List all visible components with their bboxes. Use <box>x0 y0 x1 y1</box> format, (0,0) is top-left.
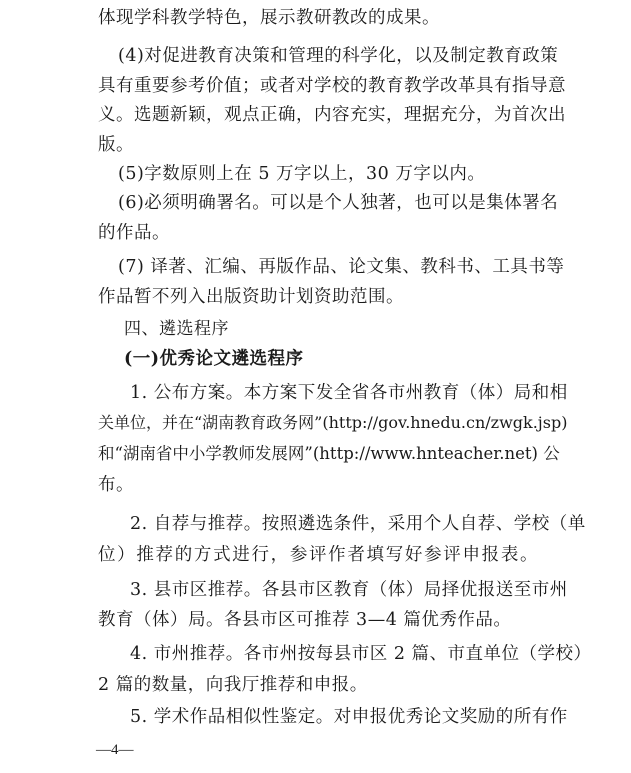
text-line: 体现学科教学特色，展示教研教改的成果。 <box>98 8 440 28</box>
text-line: 义。选题新颖，观点正确，内容充实，理据充分，为首次出 <box>98 105 566 125</box>
text-line: 3. 县市区推荐。各县市区教育（体）局择优报送至市州 <box>130 580 568 600</box>
text-line: 的作品。 <box>98 223 170 243</box>
text-line: 布。 <box>98 475 134 495</box>
text-line: 关单位，并在“湖南教育政务网”(http://gov.hnedu.cn/zwgk.jsp) <box>98 413 568 432</box>
text-line: 1. 公布方案。本方案下发全省各市州教育（体）局和相 <box>130 383 568 403</box>
text-line: 2. 自荐与推荐。按照遴选条件，采用个人自荐、学校（单 <box>130 514 586 534</box>
text-line: (4)对促进教育决策和管理的科学化，以及制定教育政策 <box>118 46 559 66</box>
text-line: 教育（体）局。各县市区可推荐 3—4 篇优秀作品。 <box>98 610 512 630</box>
text-line: 4. 市州推荐。各市州按每县市区 2 篇、市直单位（学校） <box>130 644 592 664</box>
text-line: 5. 学术作品相似性鉴定。对申报优秀论文奖励的所有作 <box>130 707 568 727</box>
text-line: 2 篇的数量，向我厅推荐和申报。 <box>98 675 368 695</box>
text-line: 具有重要参考价值；或者对学校的教育教学改革具有指导意 <box>98 76 566 96</box>
text-line: (6)必须明确署名。可以是个人独著，也可以是集体署名 <box>118 193 559 213</box>
text-line: (7) 译著、汇编、再版作品、论文集、教科书、工具书等 <box>118 257 565 277</box>
text-line: 位）推荐的方式进行，参评作者填写好参评申报表。 <box>98 545 538 565</box>
text-line: 作品暂不列入出版资助计划资助范围。 <box>98 287 404 307</box>
text-line: 版。 <box>98 135 134 155</box>
page-number: —4— <box>96 742 134 758</box>
text-line: (5)字数原则上在 5 万字以上，30 万字以内。 <box>118 164 486 184</box>
subsection-heading: (一)优秀论文遴选程序 <box>124 349 304 369</box>
section-heading: 四、遴选程序 <box>124 319 229 339</box>
text-line: 和“湖南省中小学教师发展网”(http://www.hnteacher.net) 公 <box>98 444 560 463</box>
